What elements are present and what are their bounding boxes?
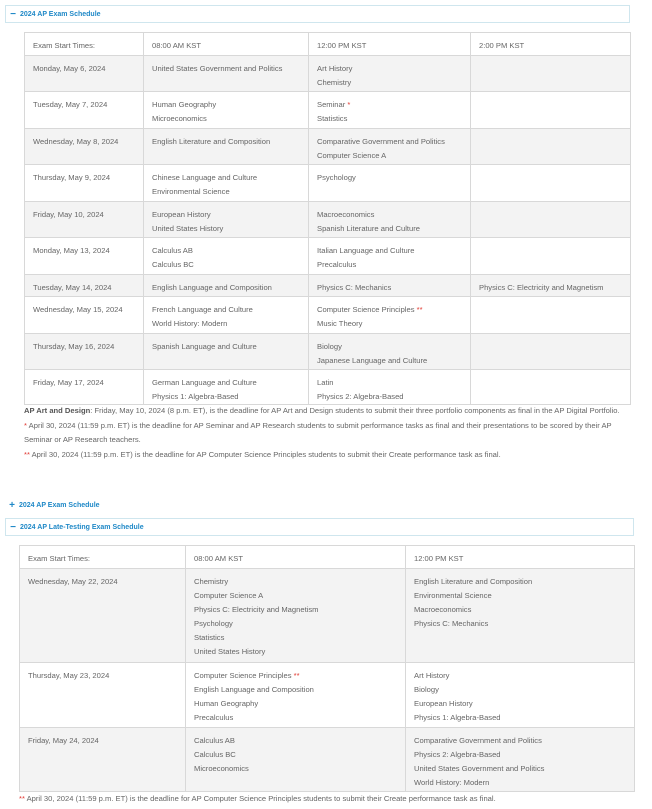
table-row <box>25 129 631 165</box>
exam-name: Art History <box>317 64 353 73</box>
pm-cell <box>309 56 471 92</box>
late-cell <box>471 202 631 238</box>
table-row <box>25 334 631 370</box>
exam-name: English Language and Composition <box>152 283 272 292</box>
exam-name: European History <box>152 210 211 219</box>
exam-name: Computer Science A <box>317 151 387 160</box>
exam-name: Psychology <box>194 619 233 628</box>
am-cell <box>144 202 309 238</box>
pm-cell <box>309 92 471 129</box>
exam-name: Physics 1: Algebra-Based <box>152 392 239 401</box>
am-cell <box>186 663 406 728</box>
exam-name: World History: Modern <box>152 319 228 328</box>
exam-name-text: Seminar <box>317 100 346 109</box>
exam-name: Physics C: Mechanics <box>414 619 489 628</box>
pm-cell <box>406 728 635 792</box>
csp-footnote-mark: ** <box>19 794 25 803</box>
exam-name: Latin <box>317 378 334 387</box>
exam-name: Calculus BC <box>152 260 194 269</box>
pm-cell <box>406 569 635 663</box>
table-row <box>20 663 635 728</box>
plus-icon: + <box>9 499 15 511</box>
table-row <box>25 92 631 129</box>
exam-name: Environmental Science <box>152 187 230 196</box>
table-row <box>25 202 631 238</box>
late-cell <box>471 370 631 405</box>
date-cell: Thursday, May 9, 2024 <box>25 165 144 202</box>
exam-name: English Literature and Composition <box>414 577 533 586</box>
exam-name: Psychology <box>317 173 356 182</box>
date-cell: Friday, May 24, 2024 <box>20 728 186 792</box>
table-header-row <box>20 546 635 569</box>
exam-name: European History <box>414 699 473 708</box>
table-row <box>25 165 631 202</box>
pm-cell <box>309 165 471 202</box>
exam-name: Physics 1: Algebra-Based <box>414 713 501 722</box>
exam-name: Music Theory <box>317 319 363 328</box>
late-testing-note <box>19 792 634 807</box>
art-design-text: : Friday, May 10, 2024 (8 p.m. ET), is the deadline for AP Art and Design students to submit their three portfolio components as final in the AP Digital Portfolio. <box>90 406 620 415</box>
exam-name-text: Computer Science Principles <box>194 671 292 680</box>
date-cell: Wednesday, May 22, 2024 <box>20 569 186 663</box>
exam-name: Comparative Government and Politics <box>317 137 445 146</box>
exam-name: United States History <box>152 224 224 233</box>
schedule-notes <box>24 404 630 462</box>
date-cell: Monday, May 13, 2024 <box>25 238 144 275</box>
am-cell <box>144 165 309 202</box>
exam-name: English Language and Composition <box>194 685 314 694</box>
table-header-row <box>25 33 631 56</box>
csp-footnote-mark: ** <box>416 305 423 314</box>
exam-name: Spanish Language and Culture <box>152 342 257 351</box>
exam-name: United States Government and Politics <box>152 64 283 73</box>
exam-name: Human Geography <box>194 699 259 708</box>
exam-name: Comparative Government and Politics <box>414 736 542 745</box>
table-row <box>20 728 635 792</box>
date-cell: Friday, May 10, 2024 <box>25 202 144 238</box>
csp-note-text: April 30, 2024 (11:59 p.m. ET) is the deadline for AP Computer Science Principles students to submit their Create performance task as final. <box>24 794 496 803</box>
exam-name: French Language and Culture <box>152 305 253 314</box>
pm-cell <box>309 334 471 370</box>
exam-name: Biology <box>414 685 439 694</box>
csp-note <box>19 792 634 807</box>
accordion-header-ap-exam-schedule-collapsed[interactable] <box>5 498 100 512</box>
am-cell <box>186 569 406 663</box>
date-cell: Thursday, May 23, 2024 <box>20 663 186 728</box>
exam-name: Physics C: Electricity and Magnetism <box>194 605 319 614</box>
pm-cell <box>309 275 471 297</box>
late-cell <box>471 56 631 92</box>
seminar-footnote-mark: * <box>24 420 27 430</box>
header-cell: 12:00 PM KST <box>309 33 471 56</box>
exam-name: Microeconomics <box>152 114 207 123</box>
am-cell <box>144 238 309 275</box>
exam-name: Microeconomics <box>194 764 249 773</box>
exam-name: United States History <box>194 647 266 656</box>
am-cell <box>144 92 309 129</box>
csp-note <box>24 448 630 463</box>
header-cell: 08:00 AM KST <box>186 546 406 569</box>
accordion-title: 2024 AP Late-Testing Exam Schedule <box>20 523 144 531</box>
exam-name: Statistics <box>317 114 348 123</box>
exam-name: Computer Science A <box>194 591 264 600</box>
am-cell <box>144 370 309 405</box>
date-cell: Thursday, May 16, 2024 <box>25 334 144 370</box>
am-cell <box>144 56 309 92</box>
seminar-footnote-mark: * <box>347 100 351 109</box>
exam-name: United States Government and Politics <box>414 764 545 773</box>
date-cell: Wednesday, May 15, 2024 <box>25 297 144 334</box>
exam-name: World History: Modern <box>414 778 490 787</box>
exam-name: Precalculus <box>194 713 234 722</box>
minus-icon: − <box>10 8 16 20</box>
late-cell <box>471 334 631 370</box>
date-cell: Monday, May 6, 2024 <box>25 56 144 92</box>
exam-name <box>317 303 462 317</box>
exam-name: Physics 2: Algebra-Based <box>317 392 404 401</box>
late-cell <box>471 129 631 165</box>
csp-footnote-mark: ** <box>24 449 30 459</box>
exam-name: Statistics <box>194 633 225 642</box>
accordion-header-ap-exam-schedule[interactable] <box>5 5 630 23</box>
date-cell: Tuesday, May 7, 2024 <box>25 92 144 129</box>
late-cell <box>471 238 631 275</box>
exam-name: Chinese Language and Culture <box>152 173 258 182</box>
am-cell <box>144 297 309 334</box>
csp-footnote-mark: ** <box>293 671 300 680</box>
late-cell <box>471 275 631 297</box>
exam-name-text: Computer Science Principles <box>317 305 415 314</box>
exam-name: English Literature and Composition <box>152 137 271 146</box>
exam-name: Human Geography <box>152 100 217 109</box>
pm-cell <box>309 238 471 275</box>
exam-name: Biology <box>317 342 342 351</box>
date-cell: Friday, May 17, 2024 <box>25 370 144 405</box>
exam-name: Chemistry <box>317 78 352 87</box>
exam-name: Physics C: Electricity and Magnetism <box>479 283 604 292</box>
exam-name: Environmental Science <box>414 591 492 600</box>
header-cell: 2:00 PM KST <box>471 33 631 56</box>
date-cell: Tuesday, May 14, 2024 <box>25 275 144 297</box>
header-cell: 12:00 PM KST <box>406 546 635 569</box>
am-cell <box>144 334 309 370</box>
exam-name: Spanish Literature and Culture <box>317 224 421 233</box>
am-cell <box>144 129 309 165</box>
late-cell <box>471 297 631 334</box>
table-row <box>25 275 631 297</box>
seminar-note-text: April 30, 2024 (11:59 p.m. ET) is the deadline for AP Seminar and AP Research students to submit performance tasks as final and their presentations to be scored by their AP Seminar or AP Research teachers. <box>24 420 612 444</box>
exam-name: Chemistry <box>194 577 229 586</box>
exam-name: Precalculus <box>317 260 357 269</box>
pm-cell <box>309 202 471 238</box>
csp-note-text: April 30, 2024 (11:59 p.m. ET) is the deadline for AP Computer Science Principles students to submit their Create performance task as final. <box>29 449 501 459</box>
accordion-title: 2024 AP Exam Schedule <box>20 10 101 18</box>
art-design-note <box>24 404 630 419</box>
exam-name: German Language and Culture <box>152 378 257 387</box>
exam-schedule-table <box>24 32 631 405</box>
late-cell <box>471 165 631 202</box>
table-row <box>25 238 631 275</box>
table-row <box>25 56 631 92</box>
exam-name: Calculus AB <box>194 736 235 745</box>
table-row <box>25 370 631 405</box>
pm-cell <box>406 663 635 728</box>
minus-icon: − <box>10 521 16 533</box>
accordion-title: 2024 AP Exam Schedule <box>19 501 100 509</box>
table-row <box>25 297 631 334</box>
header-cell: Exam Start Times: <box>20 546 186 569</box>
seminar-note <box>24 419 630 448</box>
table-row <box>20 569 635 663</box>
art-design-label: AP Art and Design <box>24 406 91 415</box>
exam-name: Art History <box>414 671 450 680</box>
am-cell <box>144 275 309 297</box>
am-cell <box>186 728 406 792</box>
exam-name: Japanese Language and Culture <box>317 356 428 365</box>
pm-cell <box>309 129 471 165</box>
pm-cell <box>309 370 471 405</box>
exam-name: Macroeconomics <box>317 210 375 219</box>
pm-cell <box>309 297 471 334</box>
header-cell: Exam Start Times: <box>25 33 144 56</box>
exam-name: Physics C: Mechanics <box>317 283 392 292</box>
exam-name <box>194 669 397 683</box>
exam-name: Calculus BC <box>194 750 236 759</box>
exam-name: Physics 2: Algebra-Based <box>414 750 501 759</box>
date-cell: Wednesday, May 8, 2024 <box>25 129 144 165</box>
late-testing-schedule-table <box>19 545 635 792</box>
accordion-header-late-testing-schedule[interactable] <box>5 518 634 536</box>
exam-name: Italian Language and Culture <box>317 246 415 255</box>
exam-name: Macroeconomics <box>414 605 472 614</box>
header-cell: 08:00 AM KST <box>144 33 309 56</box>
exam-name <box>317 98 462 112</box>
late-cell <box>471 92 631 129</box>
exam-name: Calculus AB <box>152 246 193 255</box>
